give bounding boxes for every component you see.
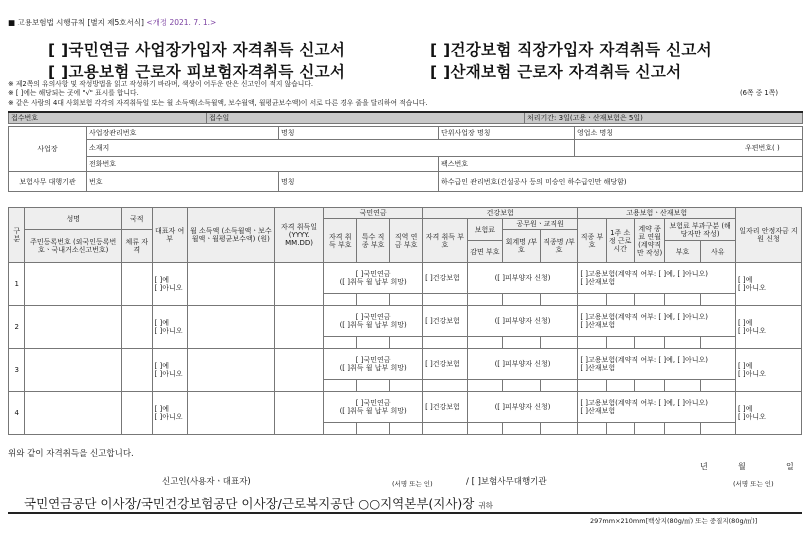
income-cell[interactable] [187, 306, 274, 349]
income-cell[interactable] [187, 392, 274, 435]
ei-checkbox-cell[interactable] [578, 392, 736, 423]
column-ei-job: 직종 부호 [578, 219, 606, 263]
yes-checkbox[interactable]: [ ]예 [154, 276, 169, 284]
yes-checkbox[interactable]: [ ]예 [737, 319, 753, 327]
column-stay-status: 체류 자격 [121, 230, 152, 263]
column-ei-code: 부호 [665, 241, 700, 263]
row-number: 4 [9, 392, 25, 435]
yes-checkbox[interactable]: [ ]예 [737, 276, 753, 284]
agency-checkbox[interactable]: / [ ]보험사무대행기관 [466, 477, 547, 487]
date-cell[interactable] [274, 306, 323, 349]
hi-checkbox[interactable]: [ ]건강보험 [423, 306, 468, 337]
column-monthly-income: 월 소득액 (소득월액ㆍ보수월액ㆍ월평균보수액) (원) [187, 208, 274, 263]
receipt-table [8, 111, 803, 124]
column-hi-code: 자격 취득 부호 [423, 219, 468, 263]
column-hi-public: 공무원ㆍ교직원 [503, 219, 578, 230]
workplace-table [8, 126, 803, 192]
receipt-number-label: 접수번호 [9, 112, 207, 123]
np-pay-checkbox[interactable]: ([ ]취득 월 납부 희망) [339, 364, 407, 372]
column-ei-contract: 계약 종료 연월 (계약직만 작성) [634, 219, 665, 263]
column-employment-insurance: 고용보험ㆍ산재보험 [578, 208, 736, 219]
hi-dependent-checkbox[interactable]: ([ ]피부양자 신청) [467, 349, 578, 380]
name-cell[interactable] [25, 349, 121, 392]
row-number: 2 [9, 306, 25, 349]
no-checkbox[interactable]: [ ]아니오 [154, 327, 183, 335]
name-cell[interactable] [25, 263, 121, 306]
yes-checkbox[interactable]: [ ]예 [154, 319, 169, 327]
no-checkbox[interactable]: [ ]아니오 [737, 327, 766, 335]
column-nationality: 국적 [121, 208, 152, 230]
recipient [24, 494, 493, 512]
yes-checkbox[interactable]: [ ]예 [737, 362, 753, 370]
date-cell[interactable] [274, 263, 323, 306]
column-job-subsidy: 일자리 안정자금 지원 신청 [735, 208, 801, 263]
np-pay-checkbox[interactable]: ([ ]취득 월 납부 희망) [339, 321, 407, 329]
table-row [9, 306, 802, 337]
np-checkbox[interactable]: [ ]국민연금 [355, 356, 391, 364]
form-reference: ■ 고용보험법 시행규칙 [별지 제5호서식] [8, 18, 147, 27]
date-cell[interactable] [274, 349, 323, 392]
no-checkbox[interactable]: [ ]아니오 [737, 370, 766, 378]
no-checkbox[interactable]: [ ]아니오 [737, 413, 766, 421]
recipient-name: 국민연금공단 이사장/국민건강보험공단 이사장/근로복지공단 ○○지역본부(지사)장 [24, 496, 475, 511]
table-row [9, 263, 802, 294]
insured-person-table [8, 207, 802, 435]
signature-1[interactable]: (서명 또는 인) [392, 480, 433, 488]
address-field[interactable]: 소재지 [87, 140, 575, 157]
np-checkbox[interactable]: [ ]국민연금 [355, 270, 391, 278]
yes-checkbox[interactable]: [ ]예 [154, 405, 169, 413]
column-ei-hours: 1주 소정 근로 시간 [606, 219, 634, 263]
ei-checkbox[interactable]: [ ]고용보험(계약직 여부: [ ]예, [ ]아니오) [580, 399, 709, 407]
no-checkbox[interactable]: [ ]아니오 [737, 284, 766, 292]
subsidy-cell[interactable] [735, 349, 801, 392]
title-health-insurance: [ ]건강보험 직장가입자 자격취득 신고서 [430, 41, 712, 59]
ei-checkbox[interactable]: [ ]고용보험(계약직 여부: [ ]예, [ ]아니오) [580, 356, 709, 364]
column-representative: 대표자 여부 [152, 208, 187, 263]
subcontractor-field[interactable]: 하수급인 관리번호(건설공사 등의 미승인 하수급인만 해당함) [439, 172, 803, 192]
title-industrial-accident: [ ]산재보험 근로자 자격취득 신고서 [430, 63, 682, 81]
np-pay-checkbox[interactable]: ([ ]취득 월 납부 희망) [339, 407, 407, 415]
row-number: 1 [9, 263, 25, 306]
nationality-cell[interactable] [121, 349, 152, 392]
nationality-cell[interactable] [121, 306, 152, 349]
column-ei-reason: 사유 [700, 241, 735, 263]
income-cell[interactable] [187, 263, 274, 306]
representative-cell[interactable] [152, 263, 187, 306]
postal-code-field[interactable]: 우편번호( ) [575, 140, 803, 157]
ei-checkbox-cell[interactable] [578, 306, 736, 337]
np-checkbox-cell[interactable] [324, 263, 423, 294]
np-checkbox-cell[interactable] [324, 349, 423, 380]
hi-dependent-checkbox[interactable]: ([ ]피부양자 신청) [467, 392, 578, 423]
date-day: 일 [786, 462, 794, 471]
column-np-special: 특수 직종 부호 [357, 219, 390, 263]
np-checkbox-cell[interactable] [324, 306, 423, 337]
phone-field[interactable]: 전화번호 [87, 157, 439, 172]
page-indicator: (6쪽 중 1쪽) [740, 89, 778, 97]
date-year: 년 [700, 462, 708, 471]
note-3: ※ 같은 사람의 4대 사회보험 각각의 자격취득일 또는 월 소득액(소득월액, 보수월액, 월평균보수액)이 서로 다른 경우 줄을 달리하여 적습니다. [8, 99, 428, 107]
declaration-statement: 위와 같이 자격취득을 신고합니다. [8, 449, 134, 459]
title-national-pension: [ ]국민연금 사업장가입자 자격취득 신고서 [48, 41, 346, 59]
name-cell[interactable] [25, 392, 121, 435]
representative-cell[interactable] [152, 306, 187, 349]
column-national-pension: 국민연금 [324, 208, 423, 219]
column-name: 성명 [25, 208, 121, 230]
column-hi-reduce: 감면 부호 [467, 241, 502, 263]
reporter-label: 신고인(사용자ㆍ대표자) [162, 477, 251, 487]
income-cell[interactable] [187, 349, 274, 392]
ia-checkbox[interactable]: [ ]산재보험 [580, 278, 616, 286]
signature-2[interactable]: (서명 또는 인) [733, 480, 774, 488]
hi-checkbox[interactable]: [ ]건강보험 [423, 349, 468, 380]
bottom-rule [8, 512, 802, 514]
note-2: ※ [ ]에는 해당되는 곳에 "√" 표시를 합니다. [8, 89, 139, 97]
revision-date: <개정 2021. 7. 1.> [146, 18, 217, 27]
hi-checkbox[interactable]: [ ]건강보험 [423, 392, 468, 423]
hi-checkbox[interactable]: [ ]건강보험 [423, 263, 468, 294]
nationality-cell[interactable] [121, 263, 152, 306]
np-checkbox[interactable]: [ ]국민연금 [355, 313, 391, 321]
ei-checkbox-cell[interactable] [578, 349, 736, 380]
processing-period: 처리기간: 3일(고용ㆍ산재보험은 5일) [525, 112, 803, 123]
column-hi-account: 회계명 /부호 [503, 230, 541, 263]
honorific: 귀하 [478, 501, 493, 510]
column-acquisition-date: 자격 취득일 (YYYY. MM.DD) [274, 208, 323, 263]
fax-field[interactable]: 팩스번호 [439, 157, 803, 172]
column-ei-premium: 보험료 부과구분 (해당자만 작성) [665, 219, 736, 241]
date-month: 월 [738, 462, 746, 471]
paper-spec: 297mm×210mm[백상지(80g/㎡) 또는 중질지(80g/㎡)] [590, 517, 758, 525]
column-health-insurance: 건강보험 [423, 208, 578, 219]
np-checkbox[interactable]: [ ]국민연금 [355, 399, 391, 407]
branch-name-field[interactable]: 영업소 명칭 [575, 127, 803, 140]
no-checkbox[interactable]: [ ]아니오 [154, 370, 183, 378]
form-header [8, 18, 216, 27]
column-np-code: 자격 취득 부호 [324, 219, 357, 263]
date-cell[interactable] [274, 392, 323, 435]
ei-checkbox[interactable]: [ ]고용보험(계약직 여부: [ ]예, [ ]아니오) [580, 313, 709, 321]
agency-number-field[interactable]: 번호 [87, 172, 279, 192]
subsidy-cell[interactable] [735, 392, 801, 435]
no-checkbox[interactable]: [ ]아니오 [154, 284, 183, 292]
note-1: ※ 제2쪽의 유의사항 및 작성방법을 읽고 작성하기 바라며, 색상이 어두운 란은 신고인이 적지 않습니다. [8, 80, 314, 88]
workplace-section-label: 사업장 [9, 127, 87, 172]
yes-checkbox[interactable]: [ ]예 [737, 405, 753, 413]
hi-dependent-checkbox[interactable]: ([ ]피부양자 신청) [467, 306, 578, 337]
representative-cell[interactable] [152, 349, 187, 392]
receipt-date-label: 접수일 [207, 112, 525, 123]
column-reg-no: 주민등록번호 (외국인등록번호ㆍ국내거소신고번호) [25, 230, 121, 263]
no-checkbox[interactable]: [ ]아니오 [154, 413, 183, 421]
column-np-job: 직역 연금 부호 [390, 219, 423, 263]
ia-checkbox[interactable]: [ ]산재보험 [580, 321, 616, 329]
np-pay-checkbox[interactable]: ([ ]취득 월 납부 희망) [339, 278, 407, 286]
ia-checkbox[interactable]: [ ]산재보험 [580, 364, 616, 372]
column-hi-premium: 보험료 [467, 219, 502, 241]
column-hi-position: 직종명 /부호 [540, 230, 578, 263]
nationality-cell[interactable] [121, 392, 152, 435]
agency-name-field[interactable]: 명칭 [279, 172, 439, 192]
ei-checkbox[interactable]: [ ]고용보험(계약직 여부: [ ]예, [ ]아니오) [580, 270, 709, 278]
np-checkbox-cell[interactable] [324, 392, 423, 423]
column-gubun: 구분 [9, 208, 25, 263]
representative-cell[interactable] [152, 392, 187, 435]
table-row [9, 349, 802, 380]
workplace-mgmt-no-field[interactable]: 사업장관리번호 [87, 127, 279, 140]
row-number: 3 [9, 349, 25, 392]
title-employment-insurance: [ ]고용보험 근로자 피보험자격취득 신고서 [48, 63, 346, 81]
agency-label: 보험사무 대행기관 [9, 172, 87, 192]
subsidy-cell[interactable] [735, 306, 801, 349]
subsidy-cell[interactable] [735, 263, 801, 306]
yes-checkbox[interactable]: [ ]예 [154, 362, 169, 370]
workplace-name-field[interactable]: 명칭 [279, 127, 439, 140]
table-row [9, 392, 802, 423]
hi-dependent-checkbox[interactable]: ([ ]피부양자 신청) [467, 263, 578, 294]
unit-workplace-name-field[interactable]: 단위사업장 명칭 [439, 127, 575, 140]
ia-checkbox[interactable]: [ ]산재보험 [580, 407, 616, 415]
name-cell[interactable] [25, 306, 121, 349]
ei-checkbox-cell[interactable] [578, 263, 736, 294]
